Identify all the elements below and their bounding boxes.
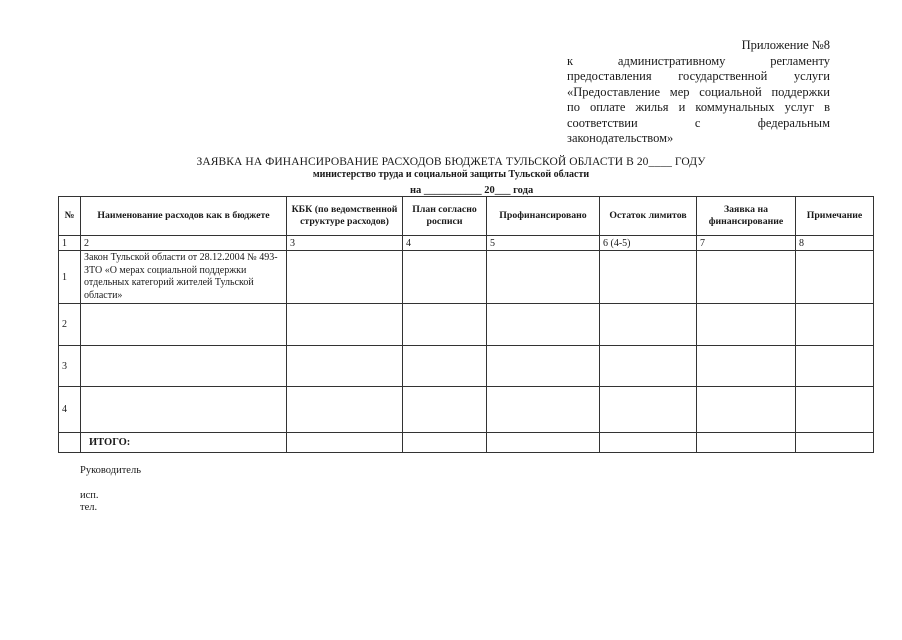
- row-number: 3: [59, 346, 81, 387]
- phone-label: тел.: [80, 502, 98, 513]
- expense-name[interactable]: [81, 346, 287, 387]
- column-header: Примечание: [796, 197, 874, 236]
- kbk-cell[interactable]: [287, 346, 403, 387]
- column-number: 2: [81, 236, 287, 251]
- table-row: [59, 346, 874, 387]
- document-subtitle: министерство труда и социальной защиты Тульской области: [312, 169, 590, 180]
- column-header: Профинансировано: [487, 197, 600, 236]
- note-cell[interactable]: [796, 387, 874, 433]
- request-cell[interactable]: [697, 304, 796, 346]
- total-financed-cell[interactable]: [487, 433, 600, 453]
- remaining-cell[interactable]: [600, 387, 697, 433]
- table-header-row: [59, 197, 874, 236]
- appendix-block: [567, 38, 830, 147]
- appendix-title: Приложение №8: [741, 38, 830, 52]
- kbk-cell[interactable]: [287, 304, 403, 346]
- note-cell[interactable]: [796, 304, 874, 346]
- column-header: Наименование расходов как в бюджете: [81, 197, 287, 236]
- column-number: 4: [403, 236, 487, 251]
- financed-cell[interactable]: [487, 304, 600, 346]
- executor-label: исп.: [80, 490, 99, 501]
- note-cell[interactable]: [796, 346, 874, 387]
- total-note-cell[interactable]: [796, 433, 874, 453]
- table-row: [59, 387, 874, 433]
- date-line: на ___________ 20___ года: [410, 185, 534, 196]
- request-cell[interactable]: [697, 387, 796, 433]
- total-request-cell[interactable]: [697, 433, 796, 453]
- column-header: Заявка на финансирование: [697, 197, 796, 236]
- plan-cell[interactable]: [403, 251, 487, 304]
- note-cell[interactable]: [796, 251, 874, 304]
- total-remaining-cell[interactable]: [600, 433, 697, 453]
- column-number: 1: [59, 236, 81, 251]
- column-number: 8: [796, 236, 874, 251]
- kbk-cell[interactable]: [287, 251, 403, 304]
- plan-cell[interactable]: [403, 387, 487, 433]
- financed-cell[interactable]: [487, 346, 600, 387]
- table-row: [59, 251, 874, 304]
- head-signature-label: Руководитель: [80, 465, 141, 476]
- column-header: КБК (по ведомственной структуре расходов): [287, 197, 403, 236]
- request-cell[interactable]: [697, 251, 796, 304]
- document-title: ЗАЯВКА НА ФИНАНСИРОВАНИЕ РАСХОДОВ БЮДЖЕТА ТУЛЬСКОЙ ОБЛАСТИ В 20____ ГОДУ: [196, 156, 706, 168]
- expense-name: Закон Тульской области от 28.12.2004 № 493-ЗТО «О мерах социальной поддержки отдельных категорий жителей Тульской области»: [81, 251, 287, 304]
- total-row: [59, 433, 874, 453]
- appendix-line: законодательством»: [567, 131, 674, 145]
- column-number-row: [59, 236, 874, 251]
- column-header: №: [59, 197, 81, 236]
- appendix-line: «Предоставление мер социальной поддержки: [567, 84, 830, 99]
- total-plan-cell[interactable]: [403, 433, 487, 453]
- remaining-cell[interactable]: [600, 346, 697, 387]
- kbk-cell[interactable]: [287, 387, 403, 433]
- expense-name[interactable]: [81, 304, 287, 346]
- total-num-cell: [59, 433, 81, 453]
- row-number: 1: [59, 251, 81, 304]
- appendix-line: к административному регламенту: [567, 53, 830, 68]
- financed-cell[interactable]: [487, 387, 600, 433]
- row-number: 4: [59, 387, 81, 433]
- remaining-cell[interactable]: [600, 251, 697, 304]
- column-header: План согласно росписи: [403, 197, 487, 236]
- financing-table: [58, 196, 874, 453]
- appendix-line: по оплате жилья и коммунальных услуг в: [567, 100, 830, 114]
- plan-cell[interactable]: [403, 304, 487, 346]
- total-kbk-cell[interactable]: [287, 433, 403, 453]
- total-label: ИТОГО:: [81, 433, 287, 453]
- column-number: 6 (4-5): [600, 236, 697, 251]
- column-number: 7: [697, 236, 796, 251]
- plan-cell[interactable]: [403, 346, 487, 387]
- row-number: 2: [59, 304, 81, 346]
- financed-cell[interactable]: [487, 251, 600, 304]
- column-number: 3: [287, 236, 403, 251]
- column-header: Остаток лимитов: [600, 197, 697, 236]
- expense-name[interactable]: [81, 387, 287, 433]
- request-cell[interactable]: [697, 346, 796, 387]
- table-row: [59, 304, 874, 346]
- column-number: 5: [487, 236, 600, 251]
- appendix-line: предоставления государственной услуги: [567, 69, 830, 83]
- appendix-line: соответствии с федеральным: [567, 115, 830, 130]
- remaining-cell[interactable]: [600, 304, 697, 346]
